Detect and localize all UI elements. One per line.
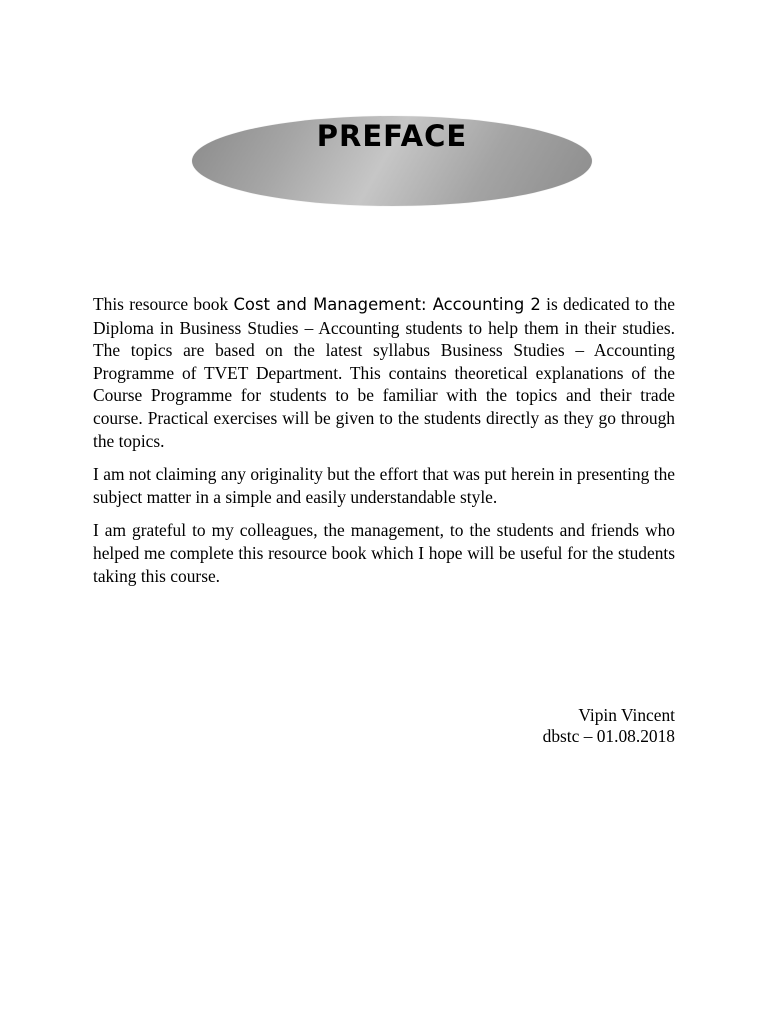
intro-text-after: is dedicated to the Diploma in Business Studies – Accounting students to help them in their studies. The topics are based on the latest syllabus Business Studies – Accounting Programme of TVET Department. This contains theoretical explanations of the Course Programme for students to be familiar with the topics and their trade course. Practical exercises will be given to the students directly as they go through the topics. [93,294,675,451]
author-name: Vipin Vincent [578,705,675,725]
book-title: Cost and Management: Accounting 2 [233,295,541,314]
intro-text-before: This resource book [93,294,234,314]
signature-block [543,705,675,746]
paragraph-originality: I am not claiming any originality but the effort that was put herein in presenting the subject matter in a simple and easily understandable style. [93,464,675,507]
place-date: dbstc – 01.08.2018 [542,725,675,746]
page-title: PREFACE [316,119,468,153]
preface-body [93,293,675,598]
paragraph-intro [93,293,675,452]
paragraph-acknowledgement: I am grateful to my colleagues, the management, to the students and friends who helped me complete this resource book which I hope will be useful for the students taking this course. [93,520,675,586]
